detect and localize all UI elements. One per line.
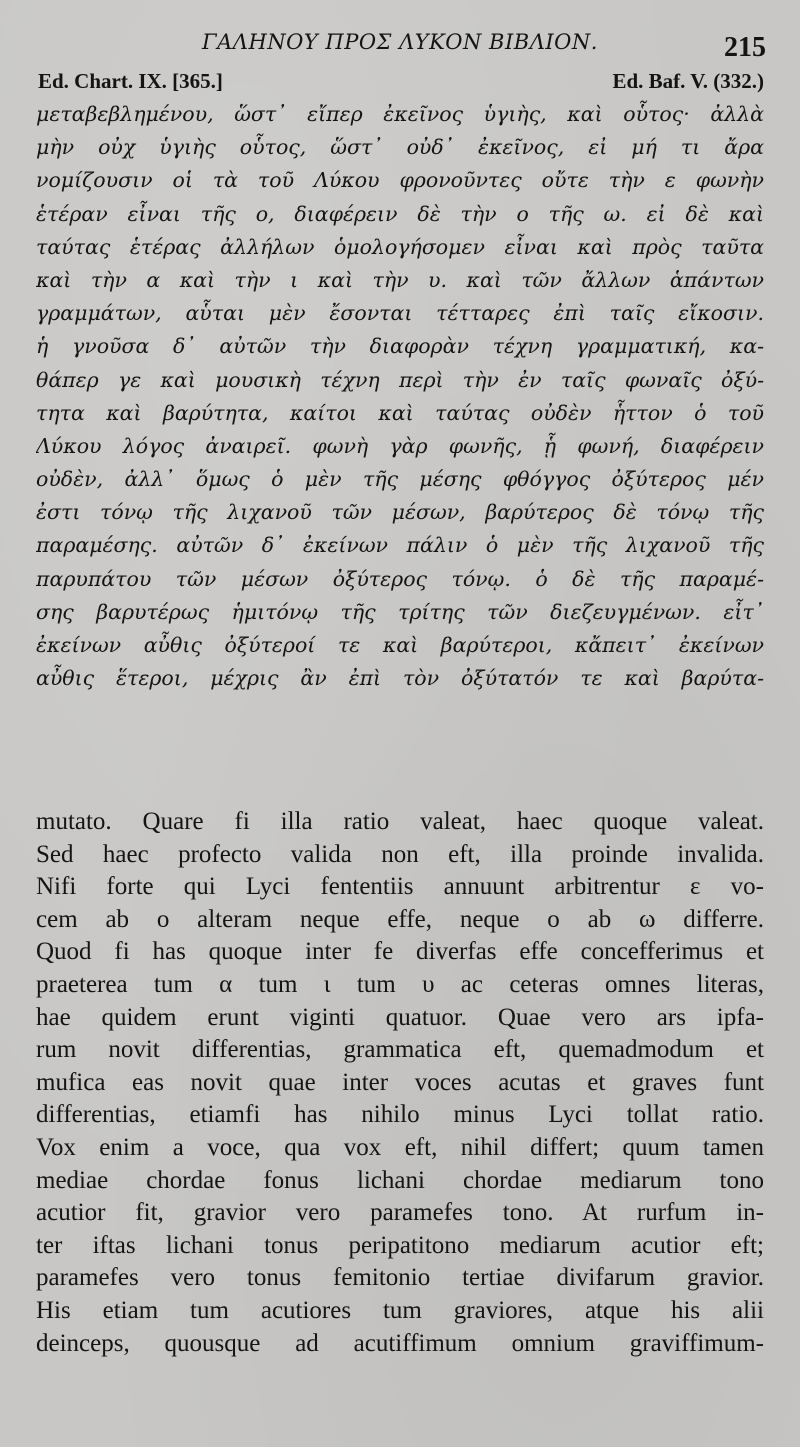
greek-line: ἐκείνων αὖθις ὀξύτεροί τε καὶ βαρύτεροι, κἄπειτ᾽ ἐκείνων [36,633,764,657]
latin-line: paramefes vero tonus femitonio tertiae divifarum gravior. [36,1264,764,1292]
greek-line: τητα καὶ βαρύτητα, καίτοι καὶ ταύτας οὐδὲν ἧττον ὁ τοῦ [36,400,764,425]
latin-line: Sed haec profecto valida non eft, illa proinde invalida. [36,840,764,868]
latin-line: ter iftas lichani tonus peripatitono mediarum acutior eft; [36,1231,764,1259]
greek-line: παραμέσης. αὐτῶν δ᾽ ἐκείνων πάλιν ὁ μὲν τῆς λιχανοῦ τῆς [36,533,764,558]
greek-line: ταύτας ἑτέρας ἀλλήλων ὁμολογήσομεν εἶναι καὶ πρὸς ταῦτα [36,234,764,259]
latin-line: deinceps, quousque ad acutiffimum omnium graviffimum- [36,1329,764,1357]
greek-line: γραμμάτων, αὗται μὲν ἔσονται τέτταρες ἐπὶ ταῖς εἴκοσιν. [36,301,764,326]
greek-line: ἡ γνοῦσα δ᾽ αὐτῶν τὴν διαφορὰν τέχνη γραμματική, κα- [36,334,764,359]
latin-line: acutior fit, gravior vero paramefes tono. At rurfum in- [36,1199,764,1227]
latin-line: praeterea tum α tum ι tum υ ac ceteras omnes literas, [36,970,764,998]
latin-line: mufica eas novit quae inter voces acutas et graves funt [36,1068,764,1096]
greek-line: μεταβεβλημένου, ὥστ᾽ εἴπερ ἐκεῖνος ὑγιὴς, καὶ οὗτος· ἀλλὰ [36,102,764,126]
greek-line: μὴν οὐχ ὑγιὴς οὗτος, ὥστ᾽ οὐδ᾽ ἐκεῖνος, εἰ μή τι ἄρα [36,135,764,160]
edition-chartier-reference: Ed. Chart. IX. [365.] [38,69,223,93]
page-number: 215 [724,32,766,63]
latin-line: Nifi forte qui Lyci fententiis annuunt arbitrentur ε vo- [36,873,764,901]
latin-line: differentias, etiamfi has nihilo minus Lyci tollat ratio. [36,1101,764,1129]
latin-text-block [36,806,764,1360]
greek-line: οὐδὲν, ἀλλ᾽ ὅμως ὁ μὲν τῆς μέσης φθόγγος ὀξύτερος μέν [36,467,764,492]
greek-text-block [36,98,764,695]
greek-line: Λύκου λόγος ἀναιρεῖ. φωνὴ γὰρ φωνῆς, ᾗ φωνή, διαφέρειν [36,433,764,458]
running-head [36,28,764,64]
running-title: ΓΑΛΗΝΟΥ ΠΡΟΣ ΛΥΚΟΝ ΒΙΒΛΙΟΝ. [202,30,598,54]
greek-line: ἐστι τόνῳ τῆς λιχανοῦ τῶν μέσων, βαρύτερος δὲ τόνῳ τῆς [36,500,764,525]
greek-line: αὖθις ἕτεροι, μέχρις ἂν ἐπὶ τὸν ὀξύτατόν τε καὶ βαρύτα- [36,666,764,691]
latin-line: Quod fi has quoque inter fe diverfas effe concefferimus et [36,938,764,966]
latin-line: rum novit differentias, grammatica eft, quemadmodum et [36,1036,764,1064]
greek-line: σης βαρυτέρως ἡμιτόνῳ τῆς τρίτης τῶν διεζευγμένων. εἶτ᾽ [36,599,764,624]
latin-line: Vox enim a voce, qua vox eft, nihil differt; quum tamen [36,1133,764,1161]
greek-line: νομίζουσιν οἱ τὰ τοῦ Λύκου φρονοῦντες οὔτε τὴν ε φωνὴν [36,168,764,193]
edition-basel-reference: Ed. Baf. V. (332.) [612,69,764,93]
latin-line: His etiam tum acutiores tum graviores, atque his alii [36,1296,764,1324]
latin-line: mediae chordae fonus lichani chordae mediarum tono [36,1166,764,1194]
edition-reference-line [36,69,764,97]
latin-line: hae quidem erunt viginti quatuor. Quae vero ars ipfa- [36,1003,764,1031]
greek-line: καὶ τὴν α καὶ τὴν ι καὶ τὴν υ. καὶ τῶν ἄλλων ἁπάντων [36,267,764,292]
latin-line: mutato. Quare fi illa ratio valeat, haec quoque valeat. [36,808,764,835]
greek-line: ἑτέραν εἶναι τῆς ο, διαφέρειν δὲ τὴν ο τῆς ω. εἰ δὲ καὶ [36,201,764,226]
greek-line: παρυπάτου τῶν μέσων ὀξύτερος τόνῳ. ὁ δὲ τῆς παραμέ- [36,566,764,591]
greek-line: θάπερ γε καὶ μουσικὴ τέχνη περὶ τὴν ἐν ταῖς φωναῖς ὀξύ- [36,367,764,392]
latin-line: cem ab ο alteram neque effe, neque ο ab ω differre. [36,905,764,933]
